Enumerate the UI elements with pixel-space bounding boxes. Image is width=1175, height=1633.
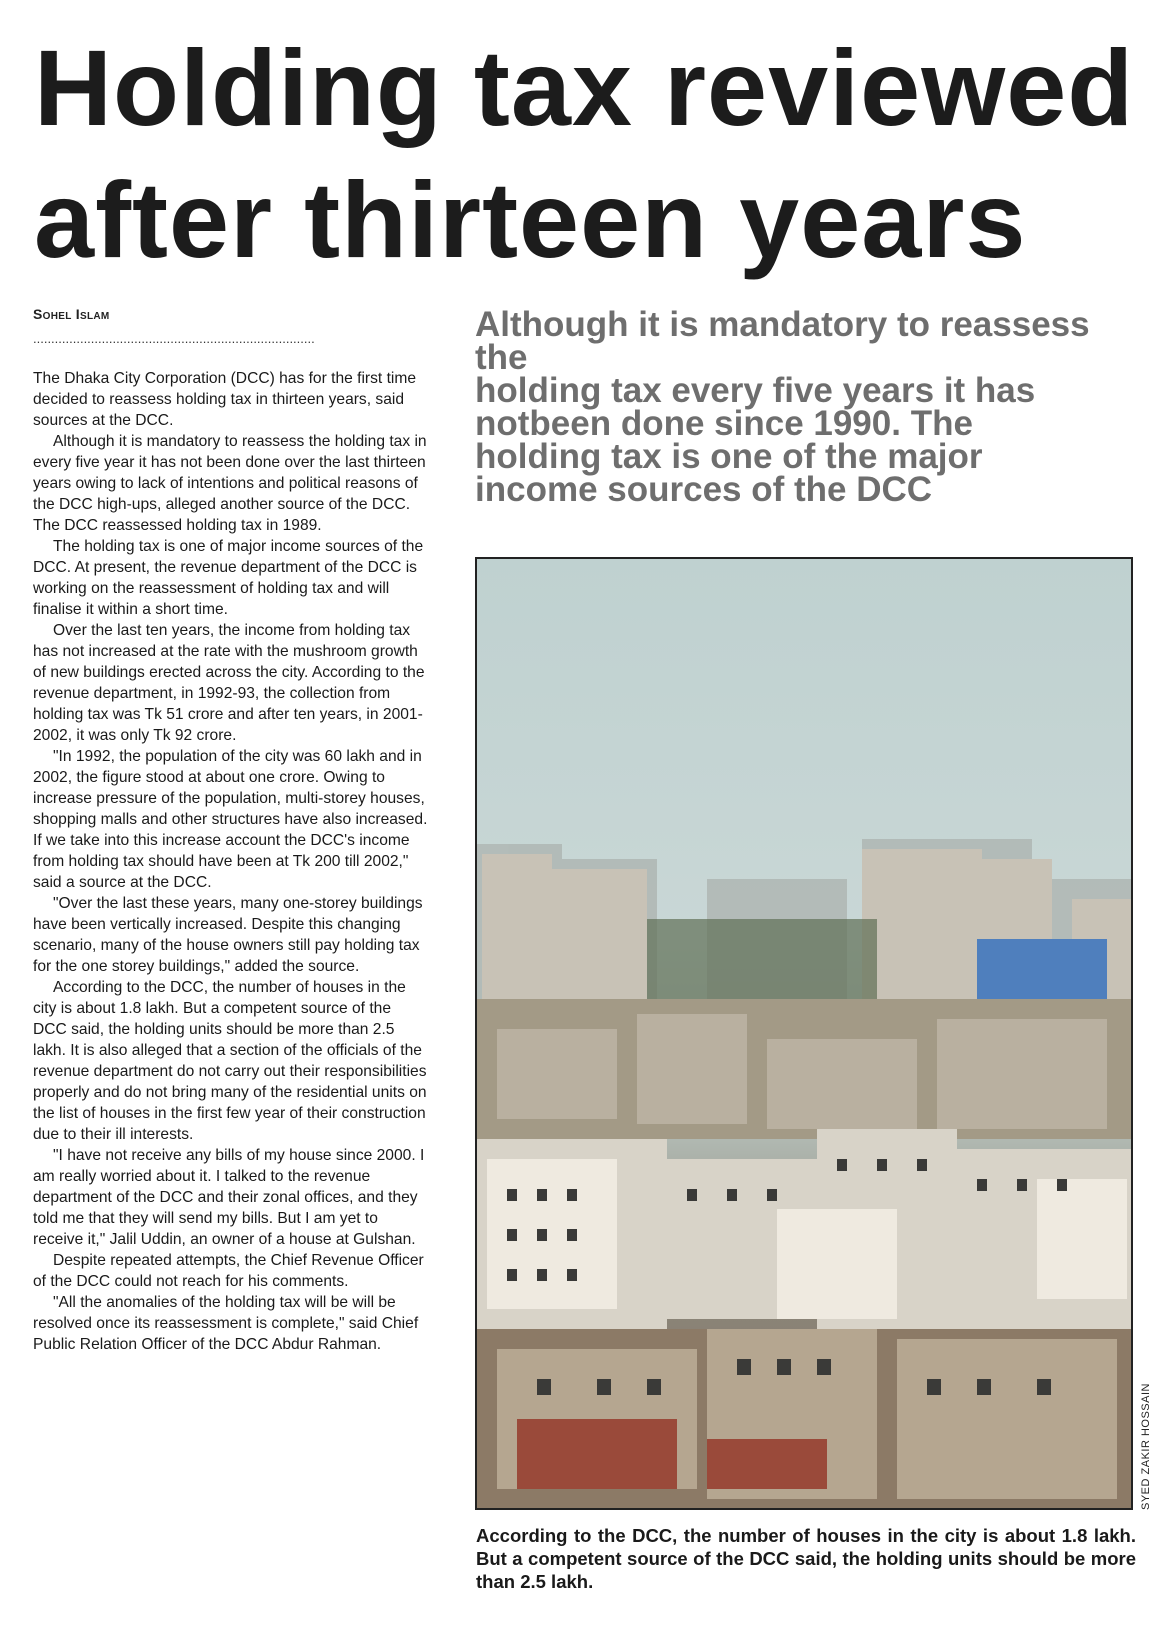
article-paragraph: According to the DCC, the number of houses in the city is about 1.8 lakh. But a competent source of the DCC said, the holding units should be more than 2.5 lakh. It is also alleged that a section of the officials of the revenue department do not carry out their responsibilities properly and do not bring many of the residential units on the list of houses in the first few year of their construction due to their ill interests. <box>33 979 427 1143</box>
pull-quote-line: holding tax every five years it has <box>475 371 1036 410</box>
article-paragraph: The Dhaka City Corporation (DCC) has for the first time decided to reassess holding tax in thirteen years, said sources at the DCC. <box>33 370 417 429</box>
skyline-illustration <box>477 559 1131 1508</box>
article-body <box>33 368 428 1355</box>
article-paragraph: "All the anomalies of the holding tax will be will be resolved once its reassessment is complete," said Chief Public Relation Officer of the DCC Abdur Rahman. <box>33 1294 419 1353</box>
article-paragraph: Over the last ten years, the income from holding tax has not increased at the rate with the mushroom growth of new buildings erected across the city. According to the revenue department, in 1992-93, the collection from holding tax was Tk 51 crore and after ten years, in 2001-2002, it was only Tk 92 crore. <box>33 622 425 744</box>
article-paragraph: "I have not receive any bills of my house since 2000. I am really worried about it. I talked to the revenue department of the DCC and their zonal offices, and they told me that they will send my bills. But I am yet to receive it," Jalil Uddin, an owner of a house at Gulshan. <box>33 1147 425 1248</box>
article-paragraph: Despite repeated attempts, the Chief Revenue Officer of the DCC could not reach for his comments. <box>33 1252 424 1290</box>
byline-separator: .............................................................................. <box>33 331 315 346</box>
pull-quote-line: the <box>475 338 528 377</box>
headline-line-2: after thirteen years <box>34 159 1027 280</box>
byline: Sohel Islam <box>33 306 110 322</box>
headline <box>34 22 1154 286</box>
article-paragraph: Although it is mandatory to reassess the holding tax in every five year it has not been done over the last thirteen years owing to lack of intentions and political reasons of the DCC high-ups, alleged another source of the DCC. The DCC reassessed holding tax in 1989. <box>33 433 427 534</box>
city-skyline-photo <box>475 557 1133 1510</box>
photo-credit: SYED ZAKIR HOSSAIN <box>1140 1383 1152 1510</box>
pull-quote-line: notbeen done since 1990. The <box>475 404 973 443</box>
pull-quote <box>475 305 1155 509</box>
pull-quote-line: holding tax is one of the major <box>475 437 983 476</box>
pull-quote-line: income sources of the DCC <box>475 470 933 509</box>
headline-line-1: Holding tax reviewed <box>34 27 1135 148</box>
pull-quote-line: Although it is mandatory to reassess <box>475 305 1090 344</box>
article-paragraph: "In 1992, the population of the city was 60 lakh and in 2002, the figure stood at about one crore. Owing to increase pressure of the population, multi-storey houses, shopping malls and other structures have also increased. If we take into this increase account the DCC's income from holding tax should have been at Tk 200 till 2002," said a source at the DCC. <box>33 748 428 891</box>
article-paragraph: The holding tax is one of major income sources of the DCC. At present, the revenue department of the DCC is working on the reassessment of holding tax and will finalise it within a short time. <box>33 538 424 618</box>
photo-caption: According to the DCC, the number of houses in the city is about 1.8 lakh. But a competent source of the DCC said, the holding units should be more than 2.5 lakh. <box>476 1525 1136 1592</box>
article-paragraph: "Over the last these years, many one-storey buildings have been vertically increased. Despite this changing scenario, many of the house owners still pay holding tax for the one storey buildings," added the source. <box>33 895 423 975</box>
